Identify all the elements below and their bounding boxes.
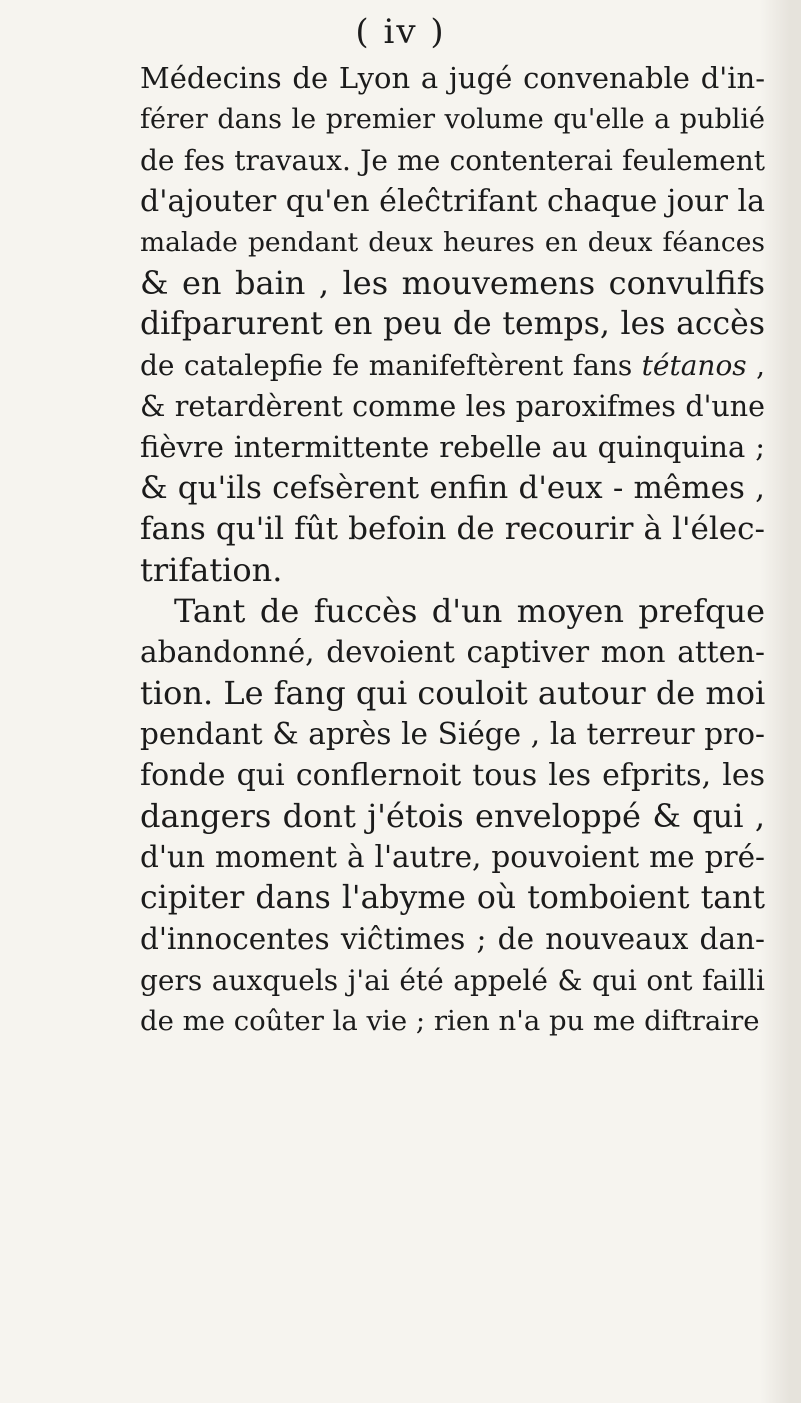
paragraph [140, 58, 765, 591]
text-line: d'innocentes viĉtimes ; de nouveaux dan- [140, 922, 765, 956]
page-number: ( iv ) [355, 12, 446, 52]
text-line: de catalepfie fe manifeftèrent fans tétanos , [140, 349, 765, 382]
text-line: Médecins de Lyon a jugé convenable d'in- [140, 61, 765, 95]
italic-word: tétanos [641, 349, 747, 382]
text-line: Tant de fuccès d'un moyen prefque [174, 592, 765, 630]
text-line: gers auxquels j'ai été appelé & qui ont failli [140, 964, 765, 997]
text-line: pendant & après le Siége , la terreur pro- [140, 717, 765, 751]
text-line: & qu'ils cefsèrent enfin d'eux - mêmes , [140, 470, 765, 506]
text-line: cipiter dans l'abyme où tomboient tant [140, 880, 765, 916]
text-line: tion. Le fang qui couloit autour de moi [140, 674, 766, 712]
text-line: & retardèrent comme les paroxifmes d'une [140, 390, 765, 423]
text-line: difparurent en peu de temps, les accès [140, 306, 765, 342]
text-line: fièvre intermittente rebelle au quinquina ; [140, 430, 765, 464]
text-line: & en bain , les mouvemens convulfifs [140, 264, 765, 302]
text-line: férer dans le premier volume qu'elle a publié [140, 104, 765, 135]
text-line: abandonné, devoient captiver mon atten- [140, 635, 765, 669]
text-line: de me coûter la vie ; rien n'a pu me diftraire [140, 1005, 760, 1037]
text-line: d'un moment à l'autre, pouvoient me pré- [140, 840, 765, 874]
text-line: d'ajouter qu'en éleĉtrifant chaque jour la [140, 184, 765, 219]
text-line: dangers dont j'étois enveloppé & qui , [140, 797, 765, 835]
body-text [140, 58, 765, 1042]
text-line: malade pendant deux heures en deux féances [140, 227, 765, 258]
text-line: fonde qui conflernoit tous les efprits, les [140, 758, 765, 793]
text-line: fans qu'il fût befoin de recourir à l'élec- [140, 511, 765, 547]
text-line: de fes travaux. Je me contenterai feulement [140, 144, 765, 177]
text-line: trifation. [140, 551, 283, 589]
paragraph [140, 591, 765, 1042]
